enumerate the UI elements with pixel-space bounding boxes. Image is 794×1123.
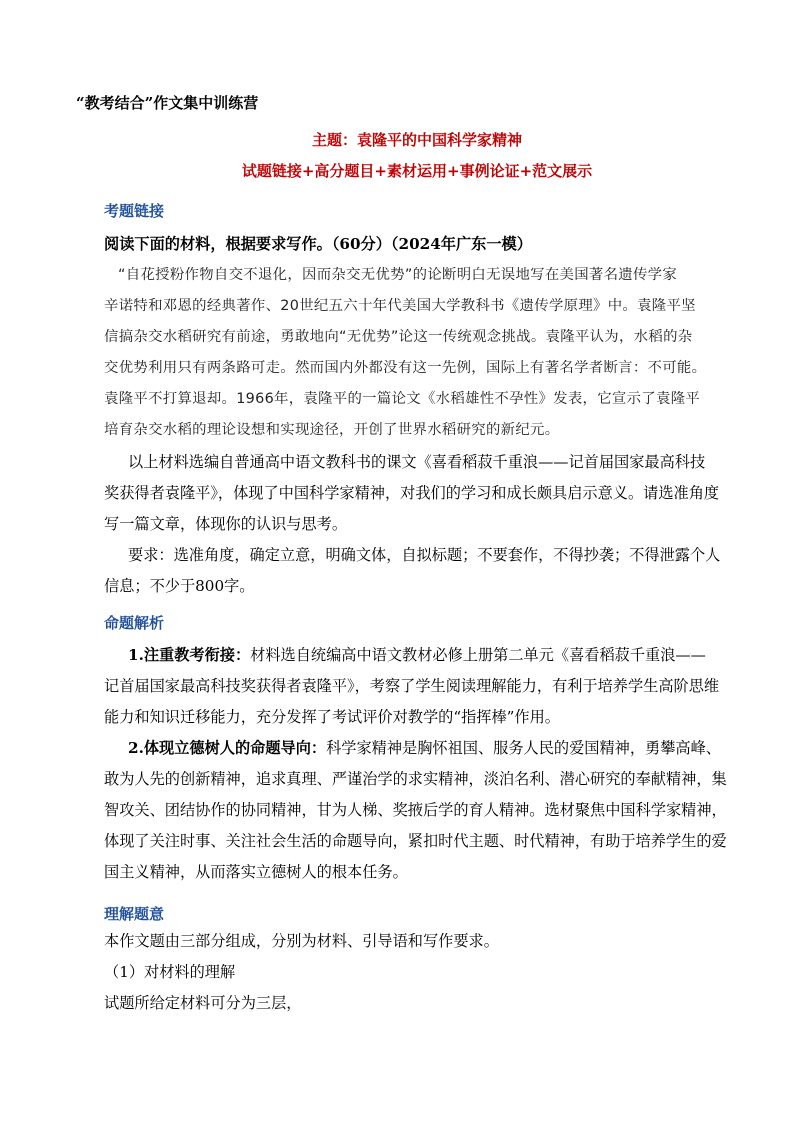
analysis-point-2 [104, 733, 727, 888]
understanding-line: 本作文题由三部分组成，分别为材料、引导语和写作要求。 [104, 932, 499, 950]
analysis-point-1-title: 1.注重教考衔接： [128, 646, 251, 664]
analysis-line: 科学家精神是胸怀祖国、服务人民的爱国精神，勇攀高峰、 [326, 739, 721, 757]
topic-subtitle: 试题链接+高分题目+素材运用+事例论证+范文展示 [241, 162, 593, 180]
guide-line: 奖获得者袁隆平》，体现了中国科学家精神，对我们的学习和成长颇具启示意义。请选准角度 [104, 484, 720, 502]
requirements-line: 要求：选准角度，确定立意，明确文体，自拟标题；不要套作，不得抄袭；不得泄露个人 [128, 546, 721, 564]
analysis-point-2-title: 2.体现立德树人的命题导向： [128, 739, 327, 757]
analysis-point-1 [104, 640, 720, 733]
document-header: “教考结合”作文集中训练营 [76, 94, 259, 112]
understanding-paragraph [104, 926, 714, 1019]
analysis-line: 体现了关注时事、关注社会生活的命题导向，紧扣时代主题、时代精神，有助于培养学生的爱 [104, 832, 727, 850]
section-heading-understanding: 理解题意 [104, 905, 165, 923]
guide-line: 写一篇文章，体现你的认识与思考。 [104, 515, 347, 533]
analysis-line: 记首届国家最高科技奖获得者袁隆平》，考察了学生阅读理解能力，有利于培养学生高阶思维 [104, 677, 720, 695]
topic-title: 主题：袁隆平的中国科学家精神 [311, 131, 522, 149]
analysis-line: 敢为人先的创新精神，追求真理、严谨治学的求实精神，淡泊名利、潜心研究的奉献精神，集 [104, 770, 727, 788]
exam-prompt: 阅读下面的材料，根据要求写作。（60分）（2024年广东一模） [104, 235, 532, 253]
requirements-line: 信息；不少于800字。 [104, 577, 255, 595]
material-line: 袁隆平不打算退却。1966年，袁隆平的一篇论文《水稻雄性不孕性》发表，它宣示了袁隆平 [104, 391, 701, 407]
material-line: 培育杂交水稻的理论设想和实现途径，开创了世界水稻研究的新纪元。 [104, 422, 560, 438]
understanding-line: 试题所给定材料可分为三层， [104, 994, 302, 1012]
understanding-line: （1）对材料的理解 [104, 963, 236, 981]
material-passage [104, 260, 716, 446]
material-line: 信搞杂交水稻研究有前途，勇敢地向“无优势”论这一传统观念挑战。袁隆平认为，水稻的杂 [104, 329, 693, 345]
analysis-line: 能力和知识迁移能力，充分发挥了考试评价对教学的“指挥棒”作用。 [104, 708, 560, 726]
material-line: “自花授粉作物自交不退化，因而杂交无优势”的论断明白无误地写在美国著名遗传学家 [118, 267, 678, 283]
material-line: 辛诺特和邓恩的经典著作、20世纪五六十年代美国大学教科书《遗传学原理》中。袁隆平坚 [104, 298, 696, 314]
analysis-line: 材料选自统编高中语文教材必修上册第二单元《喜看稻菽千重浪—— [250, 646, 706, 664]
analysis-line: 智攻关、团结协作的协同精神，甘为人梯、奖掖后学的育人精神。选材聚焦中国科学家精神， [104, 801, 727, 819]
section-heading-analysis: 命题解析 [104, 614, 165, 632]
analysis-line: 国主义精神，从而落实立德树人的根本任务。 [104, 863, 408, 881]
section-heading-exam-link: 考题链接 [104, 202, 165, 220]
guide-paragraph [104, 447, 720, 540]
requirements-paragraph [104, 540, 721, 602]
material-line: 交优势利用只有两条路可走。然而国内外都没有这一先例，国际上有著名学者断言：不可能。 [104, 360, 707, 376]
guide-line: 以上材料选编自普通高中语文教科书的课文《喜看稻菽千重浪——记首届国家最高科技 [128, 453, 706, 471]
